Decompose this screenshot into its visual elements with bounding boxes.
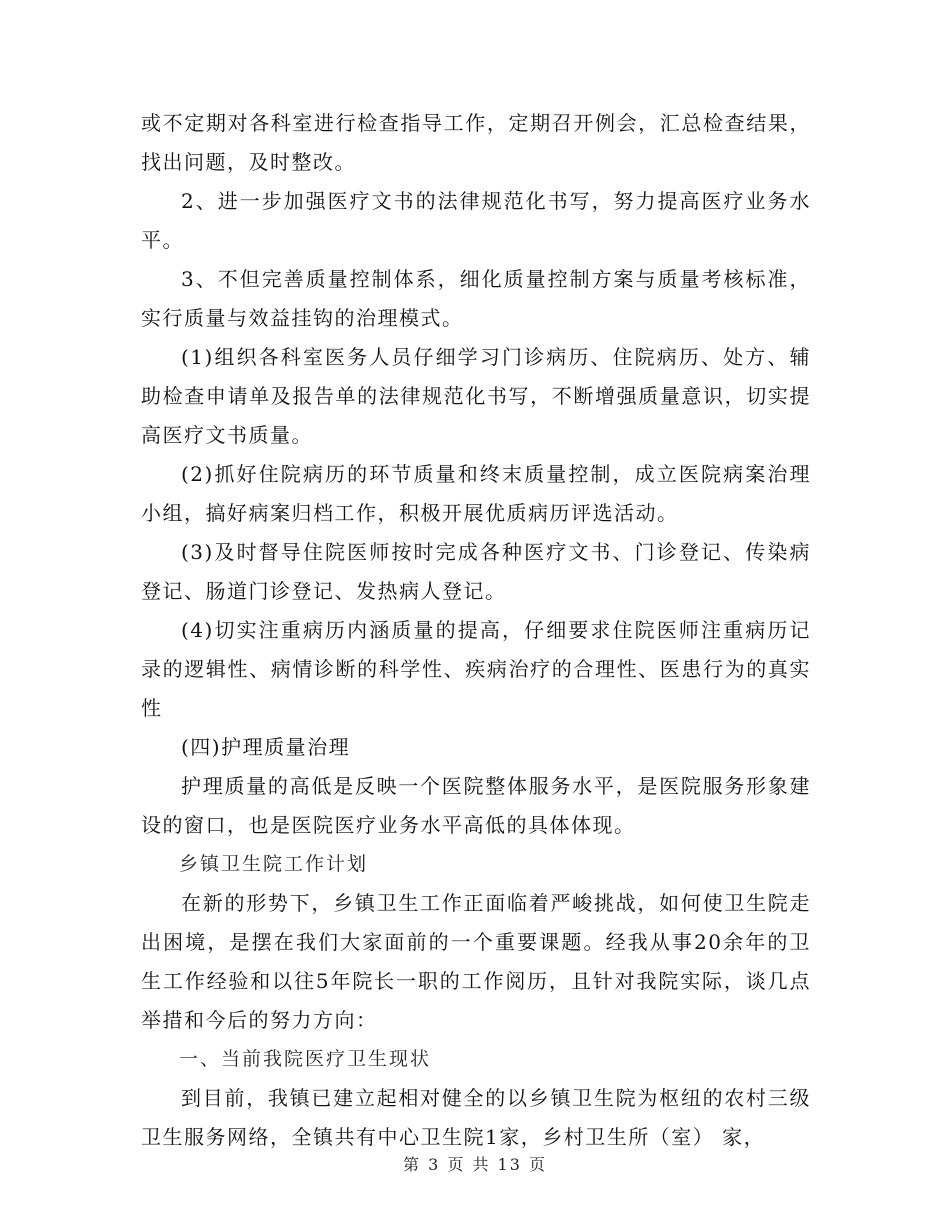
section-heading-nursing: (四)护理质量治理 <box>181 735 351 759</box>
paragraph-continuation: 或不定期对各科室进行检查指导工作，定期召开例会，汇总检查结果，找出问题，及时整改。 <box>141 111 811 174</box>
page-number-footer: 第 3 页 共 13 页 <box>403 1155 547 1174</box>
section-title-work-plan: 乡镇卫生院工作计划 <box>179 853 369 875</box>
document-body <box>141 104 811 1157</box>
paragraph-subitem-4: (4)切实注重病历内涵质量的提高，仔细要求住院医师注重病历记录的逻辑性、病情诊断的科学性、疾病治疗的合理性、医患行为的真实性 <box>141 618 811 720</box>
paragraph-item-2: 2、进一步加强医疗文书的法律规范化书写，努力提高医疗业务水平。 <box>141 189 811 252</box>
section-heading-current-status: 一、当前我院医疗卫生现状 <box>179 1048 432 1070</box>
paragraph-nursing: 护理质量的高低是反映一个医院整体服务水平，是医院服务形象建设的窗口，也是医院医疗业务水平高低的具体体现。 <box>141 774 811 837</box>
paragraph-subitem-2: (2)抓好住院病历的环节质量和终末质量控制，成立医院病案治理小组，搞好病案归档工作，积极开展优质病历评选活动。 <box>141 462 811 525</box>
paragraph-subitem-3: (3)及时督导住院医师按时完成各种医疗文书、门诊登记、传染病登记、肠道门诊登记、发热病人登记。 <box>141 540 811 603</box>
paragraph-status: 到目前，我镇已建立起相对健全的以乡镇卫生院为枢纽的农村三级卫生服务网络，全镇共有中心卫生院1家，乡村卫生所（室） 家， <box>141 1086 811 1149</box>
paragraph-intro: 在新的形势下，乡镇卫生工作正面临着严峻挑战，如何使卫生院走出困境，是摆在我们大家面前的一个重要课题。经我从事20余年的卫生工作经验和以往5年院长一职的工作阅历，且针对我院实际，谈几点举措和今后的努力方向： <box>141 891 811 1032</box>
paragraph-subitem-1: (1)组织各科室医务人员仔细学习门诊病历、住院病历、处方、辅助检查申请单及报告单的法律规范化书写，不断增强质量意识，切实提高医疗文书质量。 <box>141 345 811 447</box>
paragraph-item-3: 3、不但完善质量控制体系，细化质量控制方案与质量考核标准，实行质量与效益挂钩的治理模式。 <box>141 267 811 330</box>
